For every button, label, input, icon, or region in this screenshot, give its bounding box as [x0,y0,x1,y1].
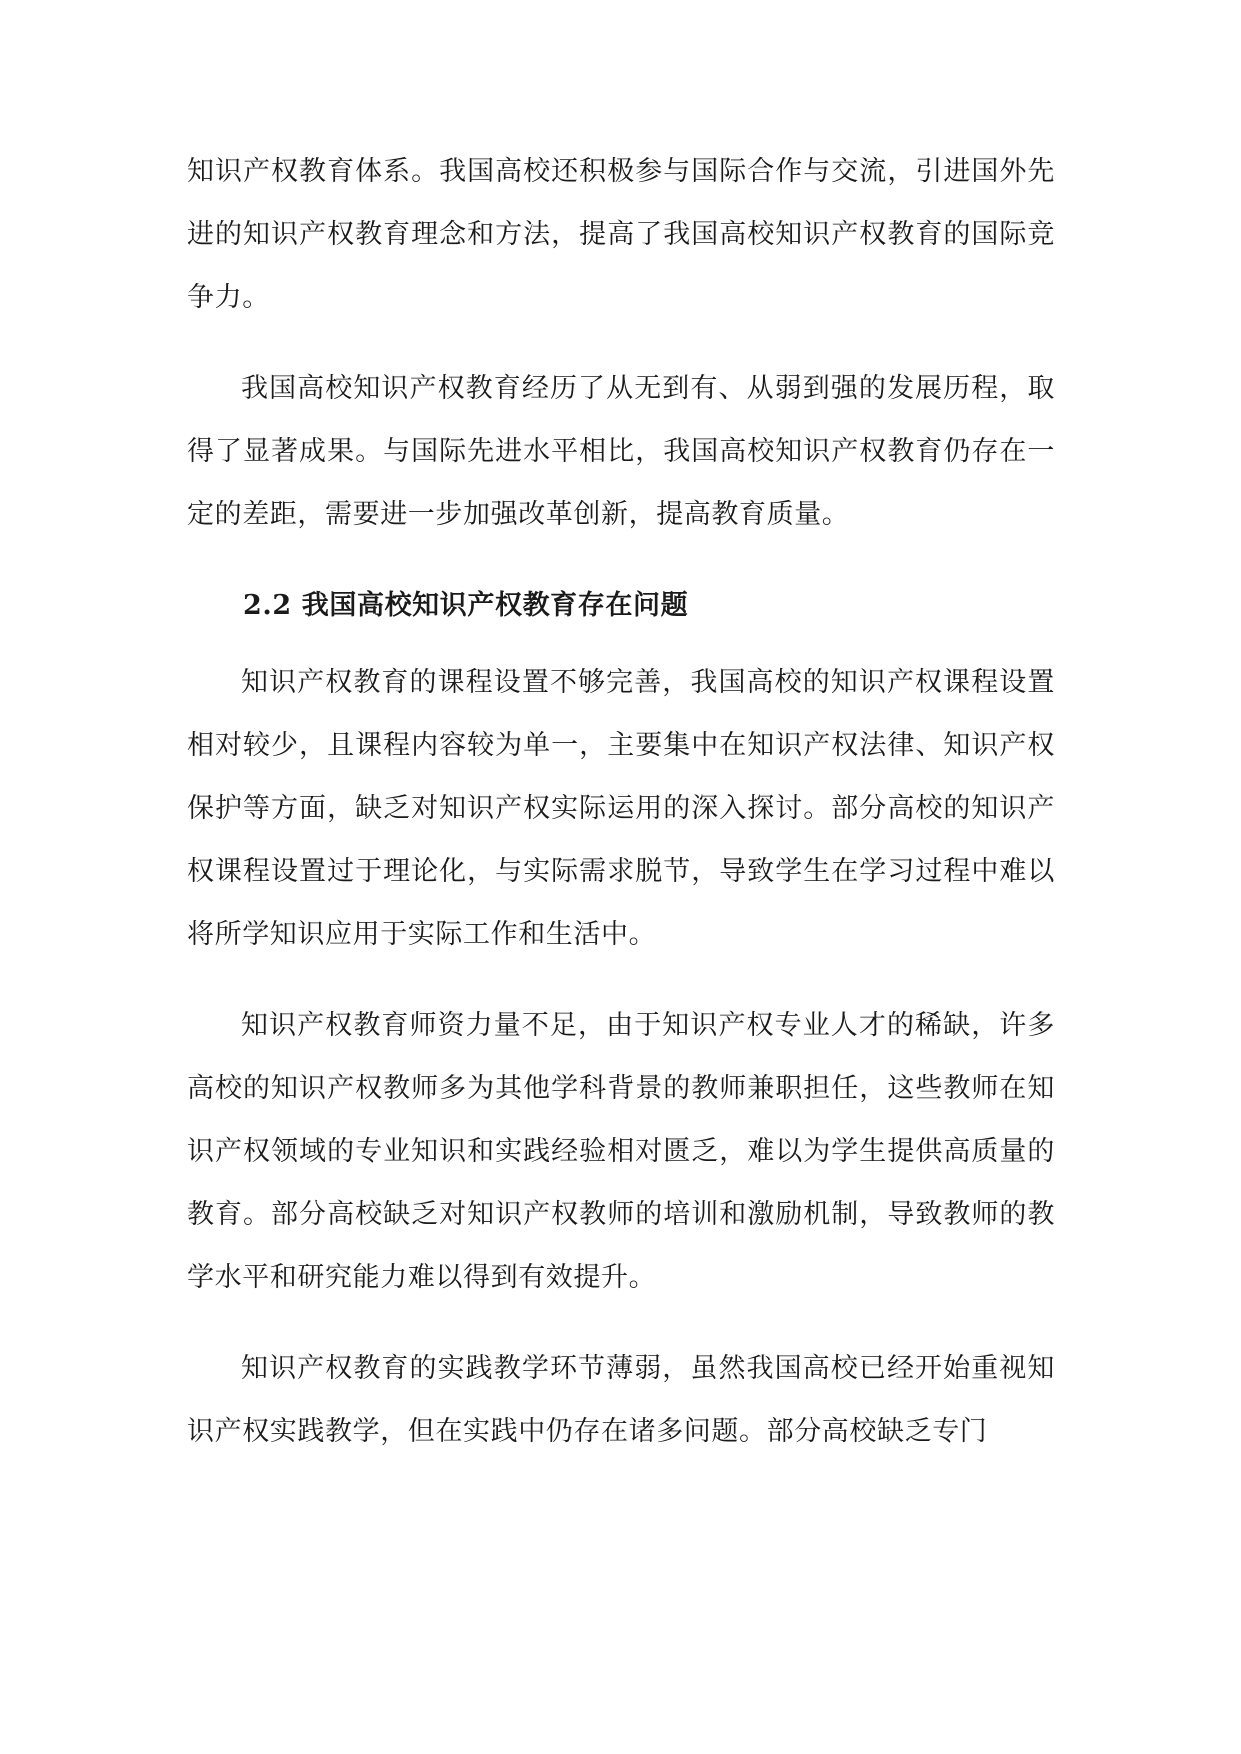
paragraph-continued: 知识产权教育体系。我国高校还积极参与国际合作与交流，引进国外先进的知识产权教育理念和方法，提高了我国高校知识产权教育的国际竞争力。 [187,156,1055,313]
section-number: 2.2 [243,590,292,621]
body-text [187,140,1055,1491]
paragraph-faculty: 知识产权教育师资力量不足，由于知识产权专业人才的稀缺，许多高校的知识产权教师多为其他学科背景的教师兼职担任，这些教师在知识产权领域的专业知识和实践经验相对匮乏，难以为学生提供高质量的教育。部分高校缺乏对知识产权教师的培训和激励机制，导致教师的教学水平和研究能力难以得到有效提升。 [187,1010,1055,1293]
section-title: 我国高校知识产权教育存在问题 [301,590,689,621]
paragraph-development-summary: 我国高校知识产权教育经历了从无到有、从弱到强的发展历程，取得了显著成果。与国际先进水平相比，我国高校知识产权教育仍存在一定的差距，需要进一步加强改革创新，提高教育质量。 [187,373,1055,530]
paragraph-practice: 知识产权教育的实践教学环节薄弱，虽然我国高校已经开始重视知识产权实践教学，但在实践中仍存在诸多问题。部分高校缺乏专门 [187,1353,1055,1447]
section-heading [187,574,1055,637]
paragraph-curriculum: 知识产权教育的课程设置不够完善，我国高校的知识产权课程设置相对较少，且课程内容较为单一，主要集中在知识产权法律、知识产权保护等方面，缺乏对知识产权实际运用的深入探讨。部分高校的知识产权课程设置过于理论化，与实际需求脱节，导致学生在学习过程中难以将所学知识应用于实际工作和生活中。 [187,667,1055,950]
